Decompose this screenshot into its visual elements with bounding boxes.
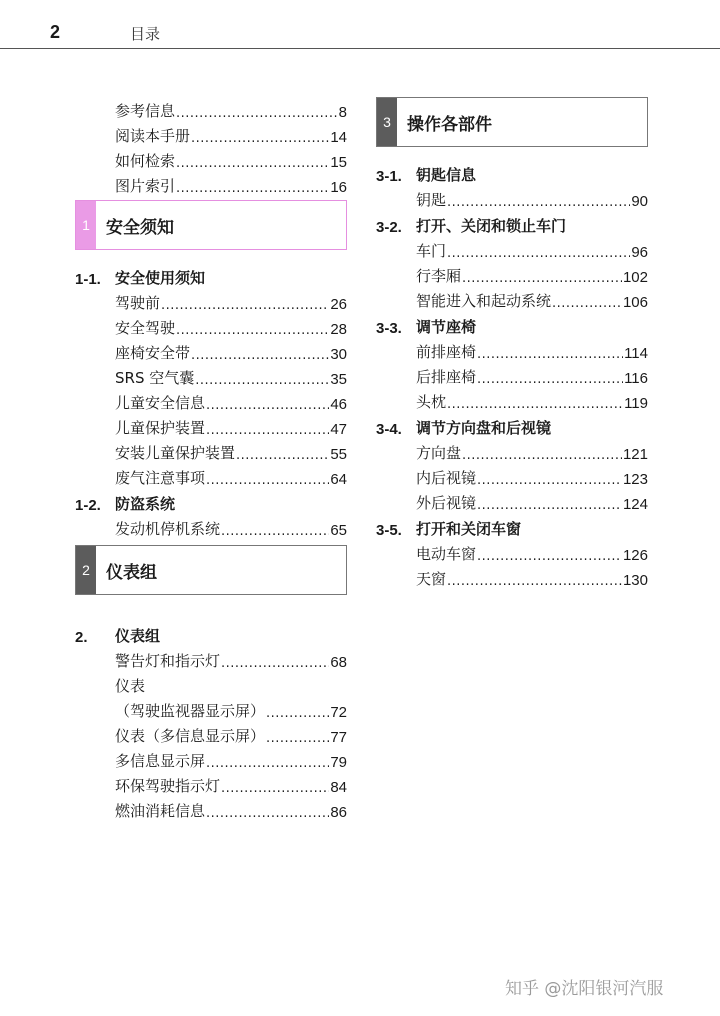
toc-entry[interactable]: [376, 564, 648, 589]
leader-dots: [462, 271, 622, 286]
entry-page: 121: [622, 446, 648, 463]
section-title: 安全使用须知: [115, 269, 206, 287]
leader-dots: [176, 106, 338, 121]
section-number: 3-5.: [376, 522, 402, 539]
entry-page: 46: [330, 396, 347, 413]
entry-label: 前排座椅: [416, 343, 477, 361]
page-header: [0, 0, 720, 50]
header-title: 目录: [130, 25, 161, 43]
entry-label: 多信息显示屏: [115, 752, 206, 770]
toc-entry[interactable]: [376, 185, 648, 210]
leader-dots: [477, 372, 623, 387]
section-number: 3-4.: [376, 421, 402, 438]
leader-dots: [447, 246, 630, 261]
leader-dots: [161, 298, 329, 313]
leader-dots: [176, 156, 329, 171]
entry-page: 30: [330, 346, 347, 363]
entry-page: 26: [330, 296, 347, 313]
chapter-tab: 2: [76, 546, 96, 594]
leader-dots: [206, 398, 329, 413]
chapter-1-heading[interactable]: [75, 200, 347, 250]
toc-entry[interactable]: [75, 388, 347, 413]
entry-page: 65: [330, 522, 347, 539]
watermark: 知乎 @沈阳银河汽服: [505, 979, 664, 999]
entry-label: 环保驾驶指示灯: [115, 777, 221, 795]
section-heading[interactable]: [376, 159, 648, 185]
entry-page: 126: [622, 547, 648, 564]
entry-label: 图片索引: [115, 177, 176, 195]
entry-page: 123: [622, 471, 648, 488]
entry-label: 智能进入和起动系统: [416, 292, 552, 310]
leader-dots: [206, 423, 329, 438]
leader-dots: [195, 373, 329, 388]
section-number: 3-2.: [376, 219, 402, 236]
section-heading[interactable]: [376, 412, 648, 438]
toc-entry[interactable]: [75, 696, 347, 721]
section-title: 打开和关闭车窗: [416, 520, 522, 538]
entry-page: 130: [622, 572, 648, 589]
leader-dots: [447, 574, 622, 589]
entry-label: 座椅安全带: [115, 344, 191, 362]
chapter-2-heading[interactable]: [75, 545, 347, 595]
entry-page: 119: [624, 395, 648, 412]
toc-entry[interactable]: [75, 438, 347, 463]
entry-label: 安装儿童保护装置: [115, 444, 236, 462]
section-title: 打开、关闭和锁止车门: [416, 217, 567, 235]
leader-dots: [221, 656, 329, 671]
entry-label: 驾驶前: [115, 294, 161, 312]
toc-entry[interactable]: [75, 671, 347, 696]
entry-page: 106: [622, 294, 648, 311]
entry-label: 电动车窗: [416, 545, 477, 563]
leader-dots: [447, 195, 630, 210]
leader-dots: [552, 296, 622, 311]
entry-page: 55: [330, 446, 347, 463]
chapter-tab: 1: [76, 201, 96, 249]
entry-page: 15: [330, 154, 347, 171]
entry-label: 方向盘: [416, 444, 462, 462]
section-heading[interactable]: [376, 210, 648, 236]
toc-entry[interactable]: [376, 463, 648, 488]
entry-label: 燃油消耗信息: [115, 802, 206, 820]
entry-label: 安全驾驶: [115, 319, 176, 337]
section-heading[interactable]: [75, 262, 347, 288]
leader-dots: [206, 756, 329, 771]
header-divider: [0, 48, 720, 49]
leader-dots: [221, 781, 329, 796]
entry-page: 35: [330, 371, 347, 388]
section-number: 1-1.: [75, 271, 101, 288]
toc-entry[interactable]: [75, 646, 347, 671]
toc-entry[interactable]: [75, 771, 347, 796]
entry-label: 外后视镜: [416, 494, 477, 512]
entry-page: 124: [622, 496, 648, 513]
toc-entry[interactable]: [75, 463, 347, 488]
section-number: 3-1.: [376, 168, 402, 185]
entry-page: 79: [330, 754, 347, 771]
toc-entry[interactable]: [75, 313, 347, 338]
section-title: 钥匙信息: [416, 166, 477, 184]
entry-label: 仪表: [115, 677, 146, 695]
toc-entry[interactable]: [376, 236, 648, 261]
entry-label: 后排座椅: [416, 368, 477, 386]
toc-entry[interactable]: [376, 362, 648, 387]
entry-label: 儿童安全信息: [115, 394, 206, 412]
entry-page: 14: [330, 129, 347, 146]
section-heading[interactable]: [376, 513, 648, 539]
leader-dots: [462, 448, 622, 463]
entry-page: 116: [624, 370, 648, 387]
toc-left-column: [75, 96, 347, 821]
entry-page: 84: [330, 779, 347, 796]
toc-entry[interactable]: [75, 514, 347, 539]
chapter-title: 操作各部件: [407, 114, 492, 135]
section-heading[interactable]: [75, 488, 347, 514]
leader-dots: [206, 806, 329, 821]
entry-page: 96: [631, 244, 648, 261]
entry-label: （驾驶监视器显示屏）: [115, 702, 266, 720]
entry-label: 天窗: [416, 570, 447, 588]
entry-label: 废气注意事项: [115, 469, 206, 487]
leader-dots: [477, 549, 622, 564]
toc-entry[interactable]: [75, 413, 347, 438]
section-title: 仪表组: [115, 627, 161, 645]
toc-entry[interactable]: [376, 438, 648, 463]
entry-page: 72: [330, 704, 347, 721]
entry-page: 114: [624, 345, 648, 362]
section-title: 调节方向盘和后视镜: [416, 419, 552, 437]
chapter-3-heading[interactable]: [376, 97, 648, 147]
toc-entry[interactable]: [376, 488, 648, 513]
leader-dots: [447, 397, 623, 412]
entry-page: 77: [330, 729, 347, 746]
chapter-title: 安全须知: [106, 217, 174, 238]
toc-right-column: [376, 97, 648, 589]
entry-label: 行李厢: [416, 267, 462, 285]
section-number: 2.: [75, 629, 88, 646]
toc-entry[interactable]: [75, 746, 347, 771]
leader-dots: [221, 524, 329, 539]
leader-dots: [191, 348, 329, 363]
toc-entry[interactable]: [75, 96, 347, 121]
toc-entry[interactable]: [75, 721, 347, 746]
entry-label: 如何检索: [115, 152, 176, 170]
entry-page: 16: [330, 179, 347, 196]
toc-entry[interactable]: [376, 387, 648, 412]
entry-label: 钥匙: [416, 191, 447, 209]
leader-dots: [176, 323, 329, 338]
entry-label: 儿童保护装置: [115, 419, 206, 437]
toc-entry[interactable]: [75, 363, 347, 388]
entry-label: 阅读本手册: [115, 127, 191, 145]
toc-entry[interactable]: [376, 261, 648, 286]
entry-label: SRS 空气囊: [115, 369, 195, 387]
section-title: 调节座椅: [416, 318, 477, 336]
leader-dots: [477, 473, 622, 488]
toc-entry[interactable]: [376, 286, 648, 311]
entry-label: 警告灯和指示灯: [115, 652, 221, 670]
section-heading[interactable]: [376, 311, 648, 337]
entry-page: 90: [631, 193, 648, 210]
entry-page: 68: [330, 654, 347, 671]
section-number: 1-2.: [75, 497, 101, 514]
leader-dots: [191, 131, 329, 146]
toc-entry[interactable]: [75, 146, 347, 171]
leader-dots: [206, 473, 329, 488]
leader-dots: [236, 448, 329, 463]
leader-dots: [266, 731, 329, 746]
toc-entry[interactable]: [75, 288, 347, 313]
leader-dots: [176, 181, 329, 196]
section-number: 3-3.: [376, 320, 402, 337]
leader-dots: [477, 498, 622, 513]
entry-page: 102: [622, 269, 648, 286]
entry-page: 47: [330, 421, 347, 438]
entry-label: 车门: [416, 242, 447, 260]
entry-label: 参考信息: [115, 102, 176, 120]
chapter-title: 仪表组: [106, 562, 157, 583]
toc-entry[interactable]: [376, 337, 648, 362]
entry-label: 发动机停机系统: [115, 520, 221, 538]
section-title: 防盗系统: [115, 495, 176, 513]
entry-label: 仪表（多信息显示屏）: [115, 727, 266, 745]
toc-entry[interactable]: [75, 121, 347, 146]
entry-page: 28: [330, 321, 347, 338]
leader-dots: [477, 347, 623, 362]
entry-label: 内后视镜: [416, 469, 477, 487]
toc-entry[interactable]: [376, 539, 648, 564]
entry-page: 86: [330, 804, 347, 821]
page-number: 2: [50, 22, 61, 42]
chapter-tab: 3: [377, 98, 397, 146]
toc-entry[interactable]: [75, 338, 347, 363]
entry-page: 8: [338, 104, 347, 121]
leader-dots: [266, 706, 329, 721]
section-heading[interactable]: [75, 620, 347, 646]
entry-label: 头枕: [416, 393, 447, 411]
toc-entry[interactable]: [75, 796, 347, 821]
toc-entry[interactable]: [75, 171, 347, 196]
entry-page: 64: [330, 471, 347, 488]
